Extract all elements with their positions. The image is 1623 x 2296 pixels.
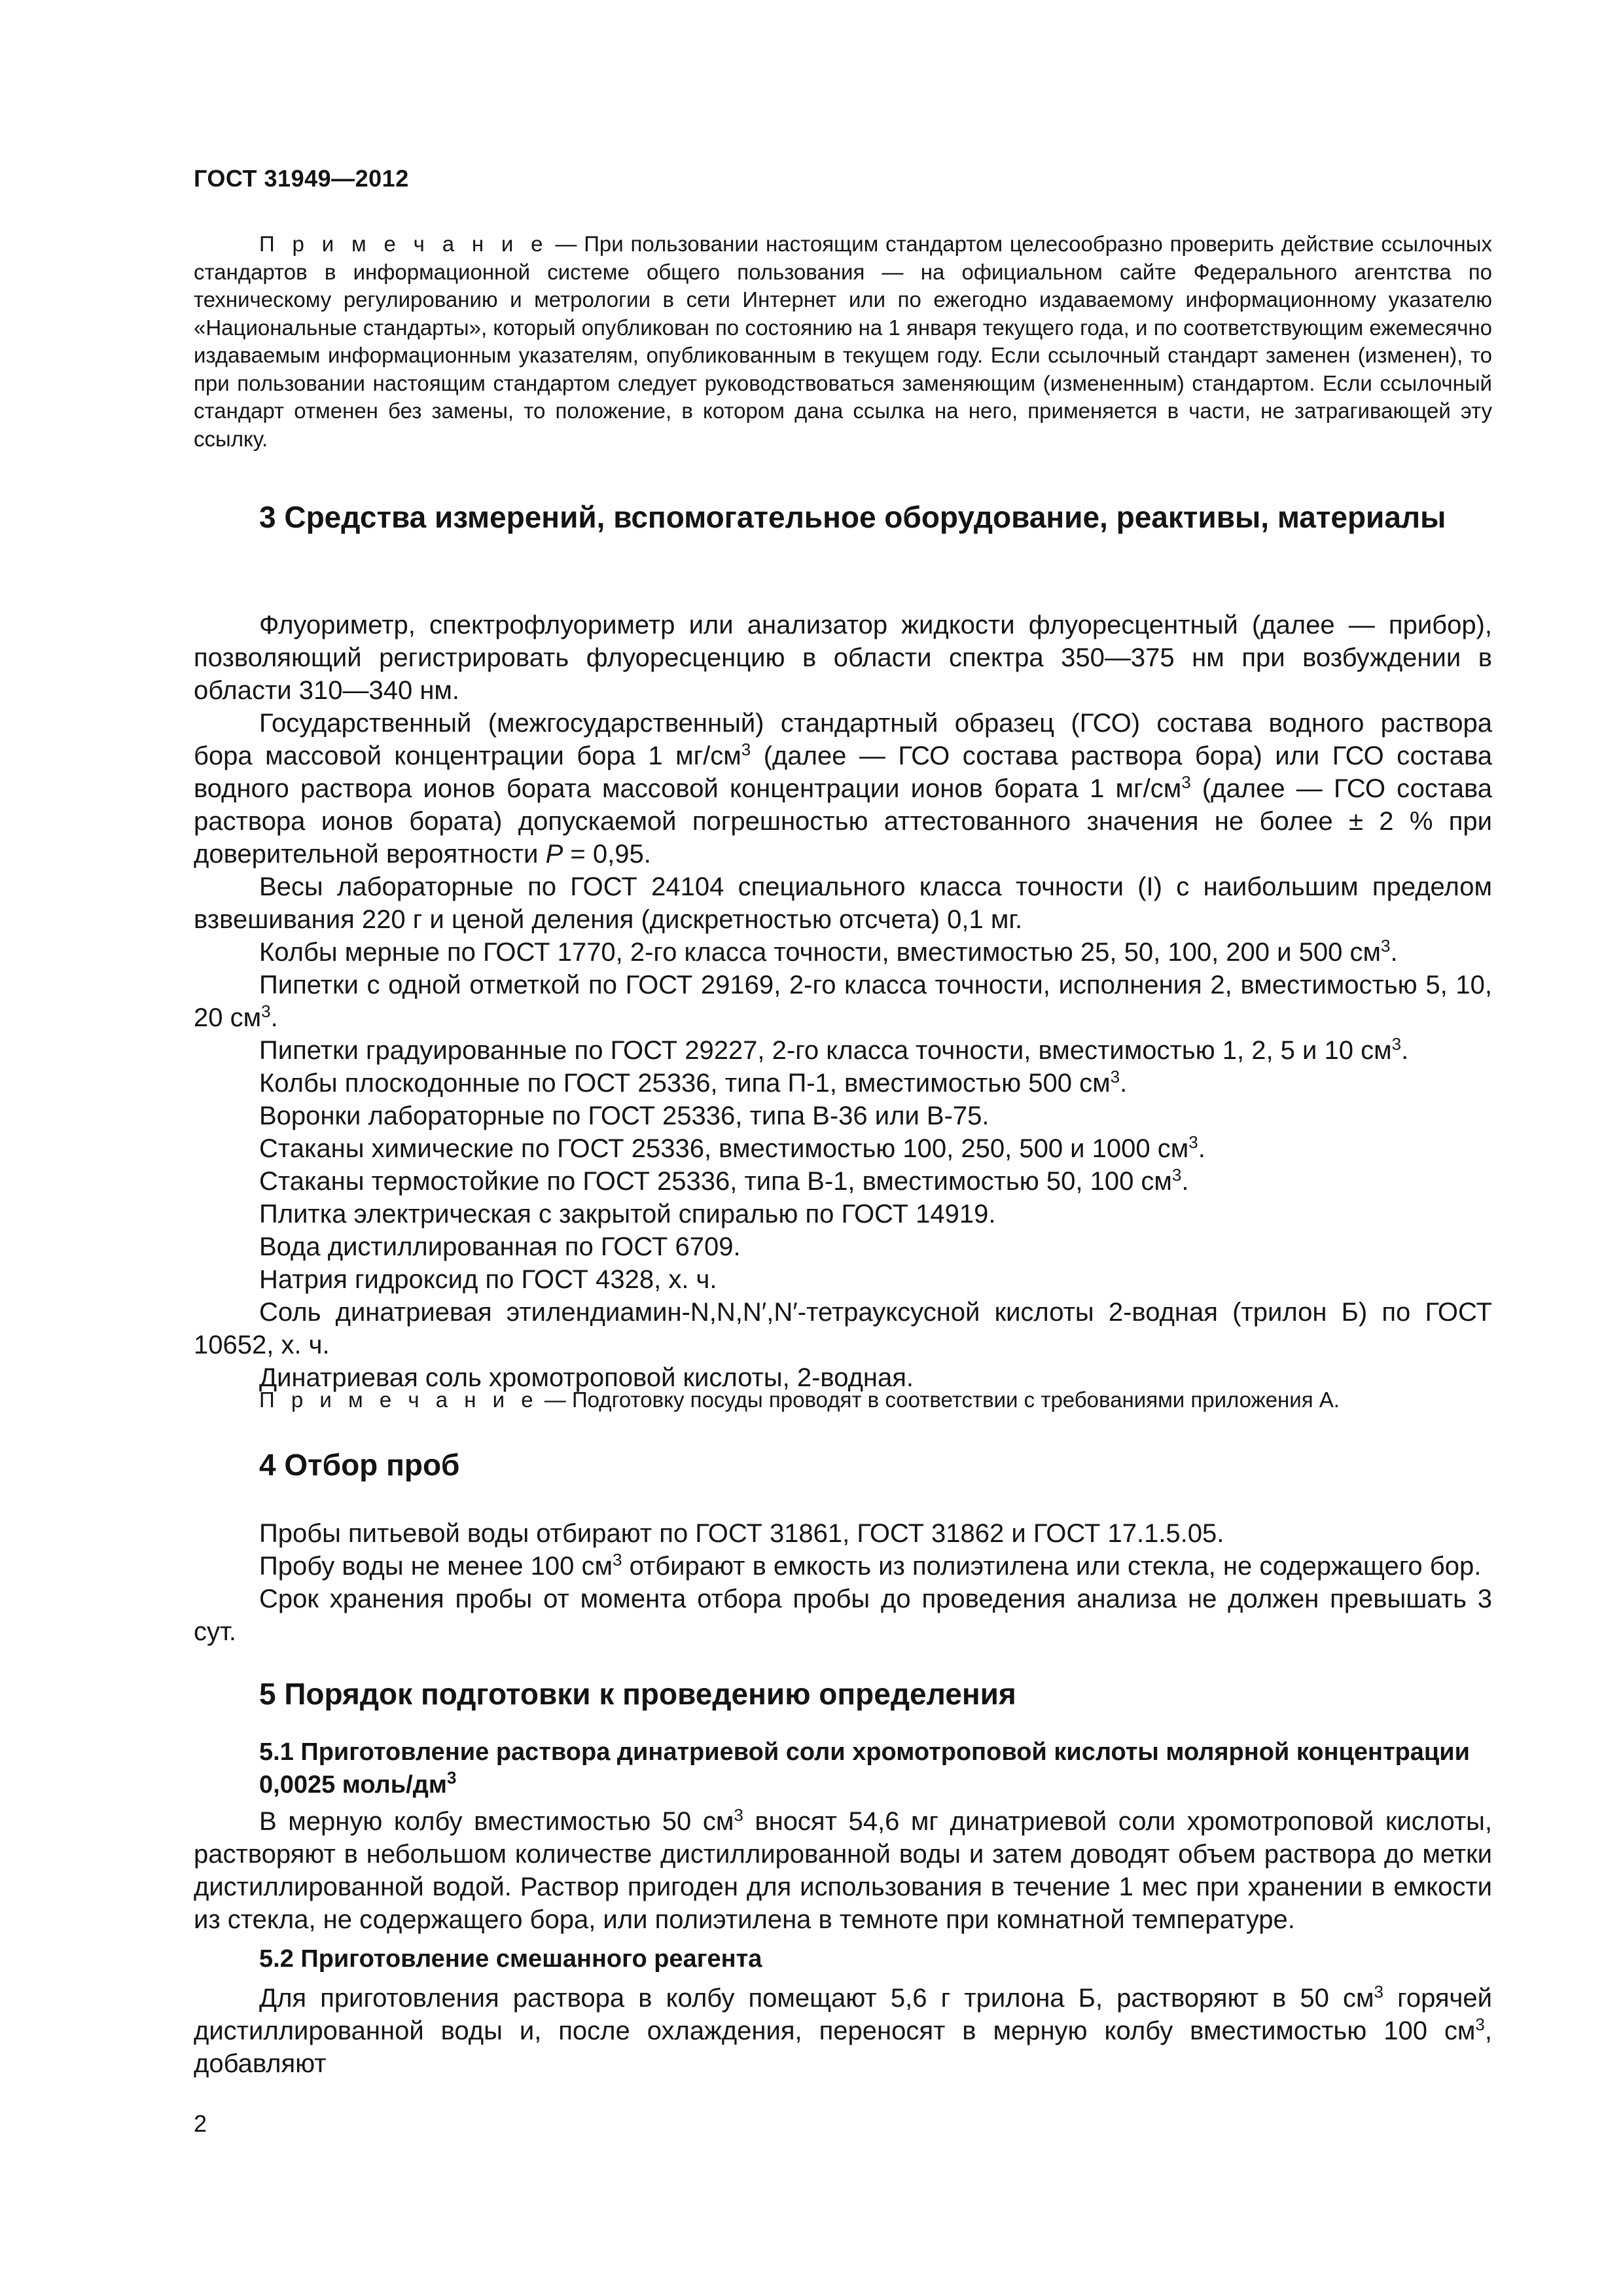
paragraph: Динатриевая соль хромотроповой кислоты, 2-водная. [259, 1363, 914, 1392]
subsection-5-2-heading: 5.2 Приготовление смешанного реагента [259, 1945, 762, 1973]
paragraph: Вода дистиллированная по ГОСТ 6709. [259, 1232, 741, 1261]
section-4-body [194, 1517, 1492, 1648]
note-referenced-standards [194, 230, 1492, 453]
paragraph: В мерную колбу вместимостью 50 $см^3$ вносят 54,6 мг динатриевой соли хромотроповой кислоты, растворяют в небольшом количестве дистиллированной воды и затем доводят объем раствора до метки дистиллированной водой. Раствор пригоден для использования в течение 1 мес при хранении в емкости из стекла, не содержащего бора, или полиэтилена в темноте при комнатной температуре. [194, 1805, 1493, 1934]
section-3-heading: 3 Средства измерений, вспомогательное оборудование, реактивы, материалы [259, 500, 1446, 534]
subsection-5-1-body [194, 1805, 1492, 1936]
paragraph: Воронки лабораторные по ГОСТ 25336, типа В-36 или В-75. [259, 1102, 990, 1130]
paragraph: Срок хранения пробы от момента отбора пробы до проведения анализа не должен превышать 3 сут. [194, 1585, 1492, 1646]
note-text: — При пользовании настоящим стандартом целесообразно проверить действие ссылочных стандартов в информационной системе общего пользования — на официальном сайте Федерального агентства по техническому регулированию и метрологии в сети Интернет или по ежегодно издаваемому информационному указателю «Национальные стандарты», который опубликован по состоянию на 1 января текущего года, и по соответствующим ежемесячно издаваемым информационным указателям, опубликованным в текущем году. Если ссылочный стандарт заменен (изменен), то при пользовании настоящим стандартом следует руководствоваться заменяющим (измененным) стандартом. Если ссылочный стандарт отменен без замены, то положение, в котором дана ссылка на него, применяется в части, не затрагивающей эту ссылку. [194, 232, 1492, 451]
paragraph: Пипетки с одной отметкой по ГОСТ 29169, 2-го класса точности, исполнения 2, вместимостью 5, 10, 20 $см^3$. [194, 971, 1492, 1032]
note-glassware [194, 1386, 1492, 1414]
paragraph: Пипетки градуированные по ГОСТ 29227, 2-го класса точности, вместимостью 1, 2, 5 и 10 $см^3$. [259, 1034, 1409, 1065]
paragraph: Натрия гидроксид по ГОСТ 4328, х. ч. [259, 1265, 717, 1294]
paragraph: Стаканы химические по ГОСТ 25336, вместимостью 100, 250, 500 и 1000 $см^3$. [259, 1132, 1205, 1163]
paragraph: Весы лабораторные по ГОСТ 24104 специального класса точности (I) с наибольшим пределом взвешивания 220 г и ценой деления (дискретностью отсчета) 0,1 мг. [194, 872, 1492, 934]
paragraph: Стаканы термостойкие по ГОСТ 25336, типа В-1, вместимостью 50, 100 $см^3$. [259, 1165, 1189, 1196]
subsection-5-1-heading: 5.1 Приготовление раствора динатриевой соли хромотроповой кислоты молярной концентрации 0,0025 моль/$дм^3$ [259, 1738, 1471, 1799]
section-3-body [194, 609, 1492, 1394]
paragraph: Государственный (межгосударственный) стандартный образец (ГСО) состава водного раствора бора массовой концентрации бора 1 $мг/см^3$ (далее — ГСО состава раствора бора) или ГСО состава водного раствора ионов бората массовой концентрации ионов бората 1 $мг/см^3$ (далее — ГСО состава раствора ионов бората) допускаемой погрешностью аттестованного значения не более ± 2 % при доверительной вероятности P = 0,95. [194, 709, 1492, 869]
note-label: П р и м е ч а н и е [259, 232, 548, 256]
paragraph: Пробу воды не менее 100 $см^3$ отбирают в емкость из полиэтилена или стекла, не содержащего бор. [259, 1550, 1482, 1581]
paragraph: Соль динатриевая этилендиамин-N,N,N′,N′-тетрауксусной кислоты 2-водная (трилон Б) по ГОСТ 10652, х. ч. [194, 1298, 1492, 1359]
paragraph: Плитка электрическая с закрытой спиралью по ГОСТ 14919. [259, 1200, 996, 1229]
page-number: 2 [194, 2110, 207, 2137]
document-id: ГОСТ 31949—2012 [194, 165, 409, 192]
section-5-heading: 5 Порядок подготовки к проведению определения [259, 1677, 1016, 1711]
paragraph: Флуориметр, спектрофлуориметр или анализатор жидкости флуоресцентный (далее — прибор), позволяющий регистрировать флуоресценцию в области спектра 350—375 нм при возбуждении в области 310—340 нм. [194, 611, 1492, 705]
paragraph: Для приготовления раствора в колбу помещают 5,6 г трилона Б, растворяют в 50 $см^3$ горячей дистиллированной воды и, после охлаждения, переносят в мерную колбу вместимостью 100 $см^3$, добавляют [194, 1982, 1492, 2078]
note-label: П р и м е ч а н и е [259, 1388, 539, 1412]
subsection-5-2-body [194, 1982, 1492, 2080]
section-4-heading: 4 Отбор проб [259, 1448, 460, 1482]
paragraph: Пробы питьевой воды отбирают по ГОСТ 31861, ГОСТ 31862 и ГОСТ 17.1.5.05. [259, 1519, 1224, 1548]
paragraph: Колбы мерные по ГОСТ 1770, 2-го класса точности, вместимостью 25, 50, 100, 200 и 500 $см^3$. [259, 936, 1398, 967]
note-text: — Подготовку посуды проводят в соответствии с требованиями приложения А. [538, 1388, 1340, 1412]
paragraph: Колбы плоскодонные по ГОСТ 25336, типа П-1, вместимостью 500 $см^3$. [259, 1067, 1128, 1098]
